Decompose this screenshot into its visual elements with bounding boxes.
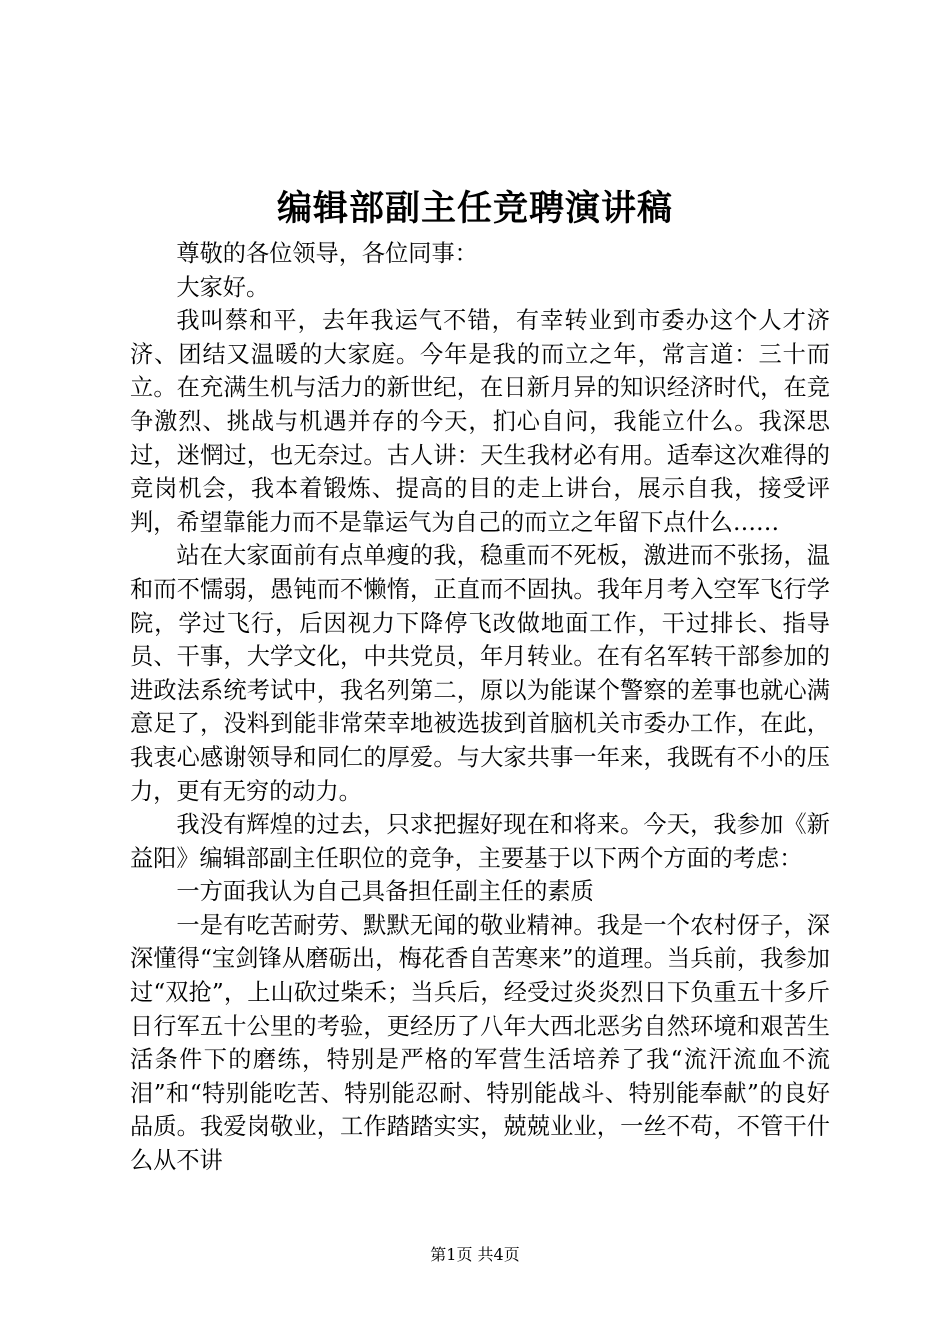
paragraph-point-one: 一是有吃苦耐劳、默默无闻的敬业精神。我是一个农村伢子，深深懂得“宝剑锋从磨砺出，梅花香自苦寒来”的道理。当兵前，我参加过“双抢”，上山砍过柴禾；当兵后，经受过炎炎烈日下负重五十多斤日行军五十公里的考验，更经历了八年大西北恶劣自然环境和艰苦生活条件下的磨练，特别是严格的军营生活培养了我“流汗流血不流泪”和“特别能吃苦、特别能忍耐、特别能战斗、特别能奉献”的良好品质。我爱岗敬业，工作踏踏实实，兢兢业业，一丝不苟，不管干什么从不讲: [130, 911, 830, 1175]
page-footer: 第1页 共4页: [430, 1245, 520, 1264]
document-title: 编辑部副主任竞聘演讲稿: [276, 188, 673, 229]
paragraph-salutation: 尊敬的各位领导，各位同事：: [176, 240, 478, 267]
document-body: [130, 237, 830, 1178]
paragraph-self-description: 站在大家面前有点单瘦的我，稳重而不死板，激进而不张扬，温和而不懦弱，愚钝而不懒惰，正直而不固执。我年月考入空军飞行学院，学过飞行，后因视力下降停飞改做地面工作，干过排长、指导员、干事，大学文化，中共党员，年月转业。在有名军转干部参加的进政法系统考试中，我名列第二，原以为能谋个警察的差事也就心满意足了，没料到能非常荣幸地被选拔到首脑机关市委办工作，在此，我衷心感谢领导和同仁的厚爱。与大家共事一年来，我既有不小的压力，更有无穷的动力。: [130, 542, 830, 805]
paragraph-greeting: 大家好。: [176, 273, 270, 301]
paragraph-introduction: 我叫蔡和平，去年我运气不错，有幸转业到市委办这个人才济济、团结又温暖的大家庭。今年是我的而立之年，常言道：三十而立。在充满生机与活力的新世纪，在日新月异的知识经济时代，在竞争激烈、挑战与机遇并存的今天，扪心自问，我能立什么。我深思过，迷惘过，也无奈过。古人讲：天生我材必有用。适奉这次难得的竞岗机会，我本着锻炼、提高的目的走上讲台，展示自我，接受评判，希望靠能力而不是靠运气为自己的而立之年留下点什么……: [130, 307, 830, 536]
paragraph-motivation: 我没有辉煌的过去，只求把握好现在和将来。今天，我参加《新益阳》编辑部副主任职位的竞争，主要基于以下两个方面的考虑：: [130, 811, 830, 872]
paragraph-section-heading: 一方面我认为自己具备担任副主任的素质: [176, 878, 594, 906]
